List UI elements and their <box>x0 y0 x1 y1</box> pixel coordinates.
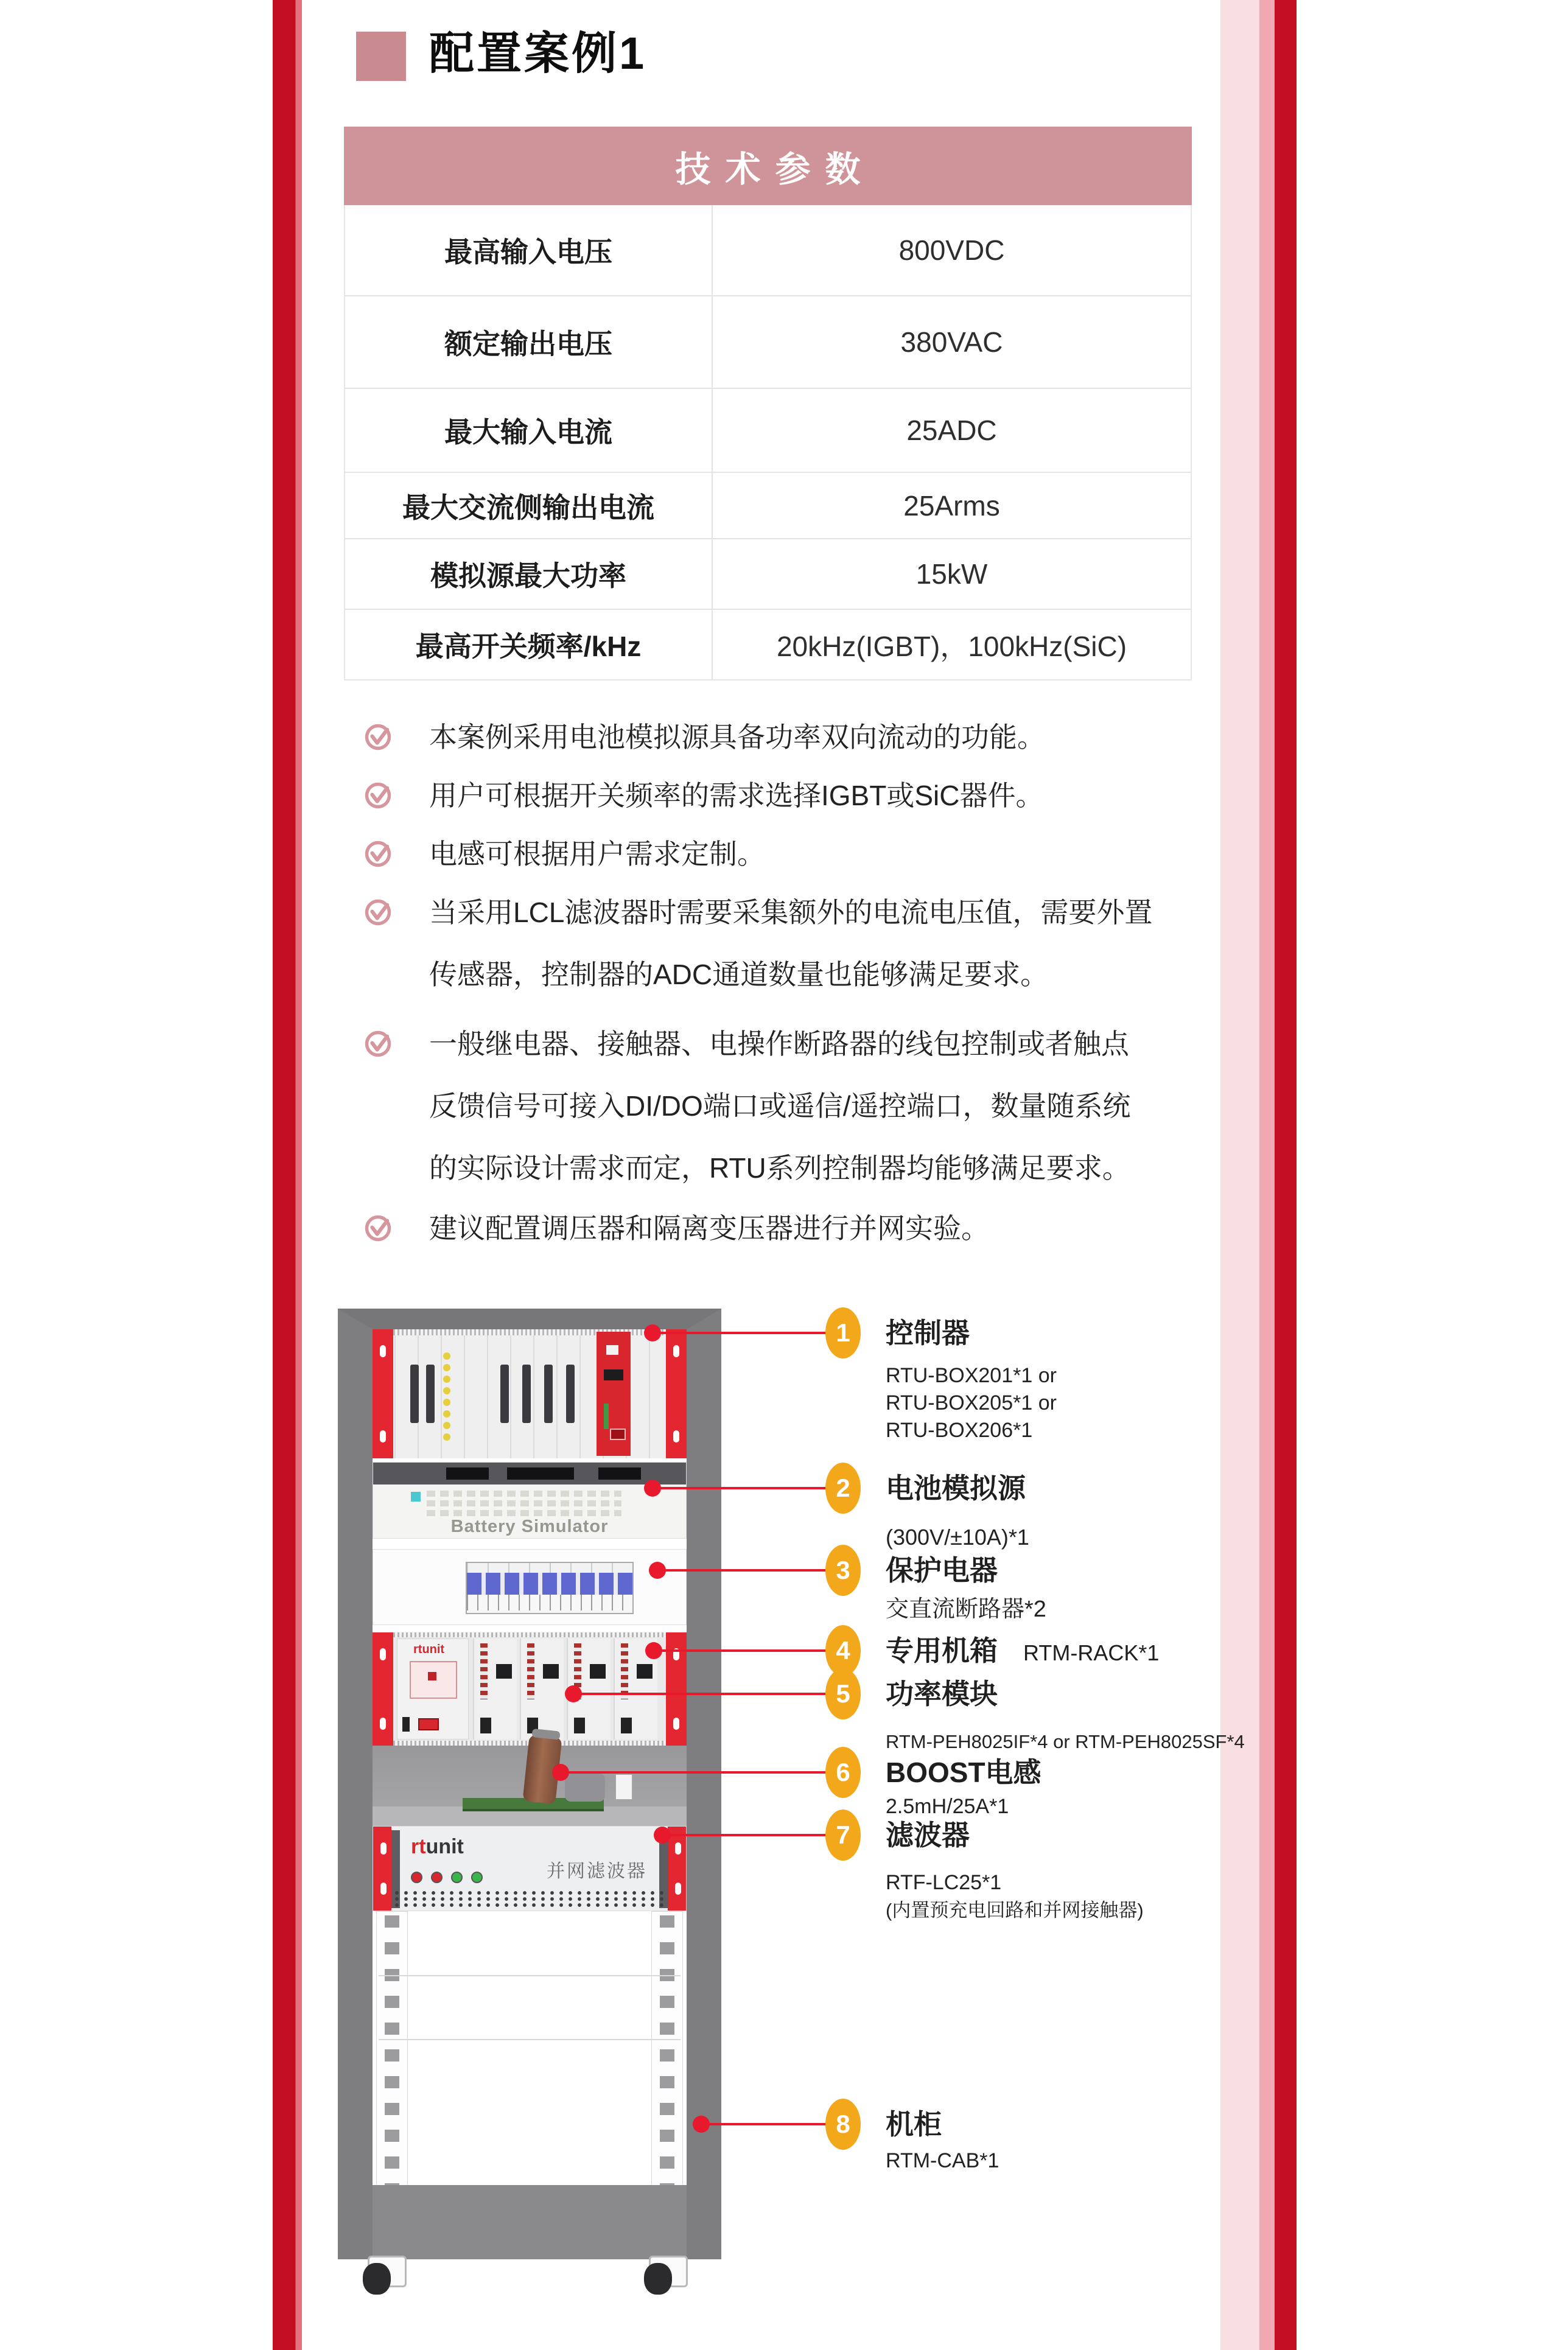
callout-detail: RTU-BOX205*1 or <box>886 1391 1057 1415</box>
rack-rail <box>373 1827 391 1911</box>
callout-detail: RTM-PEH8025IF*4 or RTM-PEH8025SF*4 <box>886 1731 1245 1752</box>
note-line: 本案例采用电池模拟源具备功率双向流动的功能。 <box>429 721 1045 753</box>
leader-dot <box>649 1562 666 1579</box>
rack-unit-power-modules <box>373 1632 687 1746</box>
caster-wheel <box>642 2256 694 2295</box>
leader-line <box>657 1569 826 1572</box>
callout-number-badge: 7 <box>825 1810 861 1861</box>
callout-protection <box>825 1545 1046 1623</box>
note-line: 反馈信号可接入DI/DO端口或遥信/遥控端口，数量随系统 <box>429 1090 1131 1122</box>
callout-number-badge: 3 <box>825 1545 861 1596</box>
note-item <box>362 706 1045 768</box>
leader-line <box>653 1487 826 1489</box>
note-item <box>362 1197 989 1259</box>
note-line: 用户可根据开关频率的需求选择IGBT或SiC器件。 <box>429 780 1044 811</box>
rtunit-logo: rtunit <box>413 1643 445 1656</box>
note-line: 传感器，控制器的ADC通道数量也能够满足要求。 <box>429 959 1049 990</box>
spec-label: 最大输入电流 <box>345 389 713 472</box>
callout-inline-code: RTM-RACK*1 <box>1023 1640 1160 1665</box>
rack-rail <box>668 1827 686 1911</box>
callout-title: 电池模拟源 <box>886 1472 1026 1504</box>
note-item <box>362 881 1152 1005</box>
rack-rail <box>373 1329 393 1458</box>
leader-line <box>654 1649 826 1652</box>
callout-title: 控制器 <box>886 1317 970 1349</box>
spec-label: 最高开关频率/kHz <box>345 610 713 679</box>
leader-dot <box>552 1764 569 1781</box>
callout-detail: RTU-BOX206*1 <box>886 1419 1033 1442</box>
spec-table <box>344 127 1192 680</box>
filter-leds <box>411 1872 483 1883</box>
callout-title: 机柜 <box>886 2108 942 2140</box>
controller-module <box>597 1332 631 1456</box>
filter-label: 并网滤波器 <box>547 1861 647 1881</box>
page-title: 配置案例1 <box>429 28 647 79</box>
callout-battery-simulator <box>825 1463 1029 1551</box>
callout-detail: 2.5mH/25A*1 <box>886 1795 1009 1818</box>
leader-dot <box>645 1642 662 1659</box>
spec-value: 380VAC <box>900 326 1003 358</box>
right-band-dark <box>1275 0 1297 2350</box>
spec-table-body <box>344 205 1192 680</box>
note-line: 建议配置调压器和隔离变压器进行并网实验。 <box>429 1212 989 1244</box>
spec-value: 20kHz(IGBT)，100kHz(SiC) <box>776 631 1127 662</box>
rack-unit-controller <box>373 1329 687 1458</box>
check-icon <box>362 897 394 928</box>
check-icon <box>362 780 394 811</box>
check-icon <box>362 1028 394 1060</box>
leader-line <box>662 1834 826 1836</box>
spec-value: 800VDC <box>898 234 1005 266</box>
callout-detail: (300V/±10A)*1 <box>886 1525 1029 1550</box>
leader-dot <box>565 1685 582 1702</box>
caster-wheel <box>360 2256 413 2295</box>
rack-rail <box>373 1632 393 1746</box>
power-module <box>520 1638 564 1740</box>
callout-title: 功率模块 <box>886 1678 998 1710</box>
led-column <box>443 1352 450 1360</box>
callout-filter <box>825 1810 1144 1924</box>
leader-line <box>653 1332 826 1334</box>
spec-value: 15kW <box>915 558 988 590</box>
rack-image <box>338 1309 721 2259</box>
check-icon <box>362 1212 394 1244</box>
note-item <box>362 823 765 885</box>
rack-unit-breakers <box>373 1549 687 1625</box>
filter-brand-logo: rtunit <box>411 1835 464 1858</box>
callout-number-badge: 6 <box>825 1747 861 1798</box>
callout-title: BOOST电感 <box>886 1757 1041 1788</box>
note-line: 一般继电器、接触器、电操作断路器的线包控制或者触点 <box>429 1028 1129 1060</box>
leader-line <box>701 2123 826 2125</box>
table-row <box>345 295 1191 388</box>
leader-dot <box>644 1480 661 1497</box>
spec-table-header: 技术参数 <box>344 127 1192 205</box>
callout-number-badge: 2 <box>825 1463 861 1514</box>
callout-detail: (内置预充电回路和并网接触器) <box>886 1900 1144 1921</box>
rack-base <box>373 2185 687 2259</box>
table-row <box>345 538 1191 609</box>
table-row <box>345 205 1191 295</box>
callout-title: 滤波器 <box>886 1819 970 1851</box>
check-icon <box>362 721 394 753</box>
leader-dot <box>654 1827 671 1844</box>
callout-title: 保护电器 <box>886 1554 998 1586</box>
note-line: 电感可根据用户需求定制。 <box>429 838 765 870</box>
battery-simulator-label: Battery Simulator <box>450 1517 609 1536</box>
table-row <box>345 609 1191 679</box>
table-row <box>345 472 1191 538</box>
leader-line <box>561 1771 826 1774</box>
filter-grille <box>394 1890 665 1908</box>
callout-detail: RTU-BOX201*1 or <box>886 1364 1057 1387</box>
rack-unit-battery-simulator <box>373 1462 687 1539</box>
power-module <box>473 1638 517 1740</box>
right-band-mid <box>1259 0 1275 2350</box>
callout-number-badge: 8 <box>825 2099 861 2150</box>
callout-power-module <box>825 1668 1245 1755</box>
power-screen-module <box>397 1638 469 1740</box>
callout-detail: RTM-CAB*1 <box>886 2149 999 2172</box>
spec-value: 25ADC <box>906 414 997 446</box>
spec-label: 最大交流侧输出电流 <box>345 473 713 538</box>
spec-label: 最高输入电压 <box>345 205 713 295</box>
spec-value: 25Arms <box>903 489 1000 522</box>
left-accent-stripe <box>273 0 302 2350</box>
rack-unit-inductor <box>373 1746 687 1826</box>
callout-controller <box>825 1307 1057 1444</box>
check-icon <box>362 838 394 870</box>
leader-dot <box>693 2116 710 2133</box>
callout-number-badge: 1 <box>825 1307 861 1359</box>
note-item <box>362 1013 1131 1199</box>
table-row <box>345 388 1191 472</box>
rack-rail <box>666 1329 687 1458</box>
callout-number-badge: 4 <box>825 1625 861 1676</box>
rack-unit-filter <box>373 1826 687 1911</box>
spec-label: 模拟源最大功率 <box>345 539 713 609</box>
title-marker-square <box>356 32 406 81</box>
leader-line <box>573 1693 826 1695</box>
callout-title: 专用机箱 RTM-RACK*1 <box>886 1635 1160 1666</box>
callout-cabinet <box>825 2099 999 2175</box>
spec-label: 额定输出电压 <box>345 296 713 388</box>
callout-number-badge: 5 <box>825 1668 861 1719</box>
leader-dot <box>644 1324 661 1341</box>
note-line: 的实际设计需求而定，RTU系列控制器均能够满足要求。 <box>429 1152 1130 1184</box>
callout-detail: RTF-LC25*1 <box>886 1871 1002 1894</box>
right-band-light <box>1220 0 1259 2350</box>
note-line: 当采用LCL滤波器时需要采集额外的电流电压值，需要外置 <box>429 897 1153 928</box>
callout-detail: 交直流断路器*2 <box>886 1596 1046 1622</box>
note-item <box>362 764 1043 827</box>
